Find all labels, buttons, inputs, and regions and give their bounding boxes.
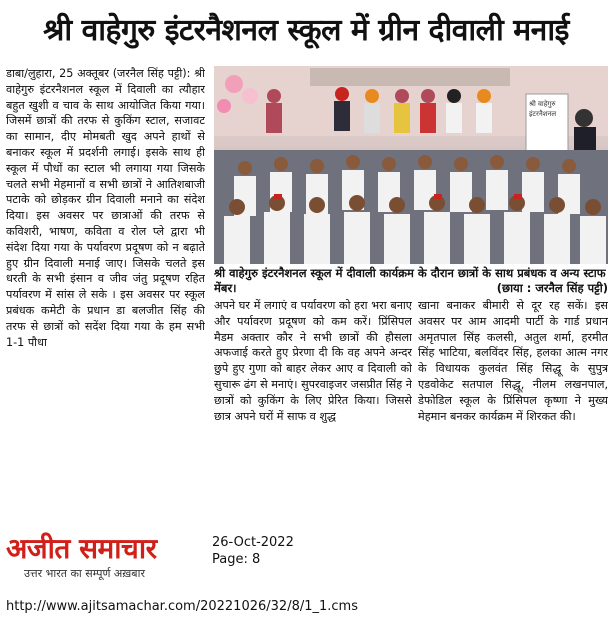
article-column-2 (214, 298, 412, 556)
banner-line-1: श्री वाहेगुरु (529, 100, 556, 108)
column-2-text: अपने घर में लगाएं व पर्यावरण को हरा भरा बनाए और पर्यावरण प्रदूषण को कम करें। प्रिंसिपल मैडम अक्तार कौर ने सभी छात्रों की हौसला अफजाई करते हुए प्रेरणा दी कि वह अपने अन्दर छुपे हुए गुणा को बाहर लेकर आए व दिवाली को सुचारू ढंग से मनाएं। सुपरवाइजर जसप्रीत सिंह ने छात्रों को कुकिंग के लिए प्रेरित किया। जिससे छात्र अपने घरों में साफ व शुद्ध (214, 299, 412, 423)
article-column-3 (418, 298, 608, 556)
article-column-1 (6, 66, 205, 551)
page-number: Page: 8 (212, 552, 261, 567)
photo-caption (214, 266, 608, 296)
caption-text: श्री वाहेगुरु इंटरनैशनल स्कूल में दीवाली कार्यक्रम के दौरान छात्रों के साथ प्रबंधक व अन्य स्टाफ मेंबर। (214, 266, 606, 295)
edition-date: 26-Oct-2022 (212, 535, 294, 550)
group-photo-illustration (214, 66, 608, 264)
logo-tagline: उत्तर भारत का सम्पूर्ण अख़बार (24, 567, 145, 580)
column-3-text: खाना बनाकर बीमारी से दूर रह सकें। इस अवसर पर आम आदमी पार्टी के गार्ड प्रधान अमृतपाल सिंह कलसी, अतुल शर्मा, हरमीत सिंह भाटिया, बलविंदर सिंह, हलका आत्म नगर के विधायक कुलवंत सिंह सिद्धू के सुपुत्र एडवोकेट सतपाल सिद्धू, नीलम लखनपाल, डेफोडिल स्कूल के प्रिंसिपल कृष्णा ने मुख्य मेहमान बनकर कार्यक्रम में शिरकत की। (418, 299, 608, 423)
headline: श्री वाहेगुरु इंटरनैशनल स्कूल में ग्रीन दीवाली मनाई (43, 13, 569, 48)
newspaper-logo (6, 532, 206, 592)
news-photo (214, 66, 608, 264)
banner-line-2: इंटरनैशनल (529, 110, 557, 118)
edition-meta (212, 534, 294, 568)
logo-name: अजीत समाचार (6, 532, 157, 565)
column-1-text: डाबा/लुहारा, 25 अक्तूबर (जरनैल सिंह पट्टी): श्री वाहेगुरु इंटरनैशनल स्कूल में दिवाली का त्यौहार बहुत खुशी व चाव के साथ आयोजित किया गया। जिसमें छात्रों की तरफ से कुकिंग स्टाल, सजावट का सामान, दीए मोमबती खुद अपने हाथों से बनाकर स्कूल में प्रदर्शनी लगाई। इसके साथ ही स्कूल में पौधों का स्टाल भी लगाया गया जिसके चलते सभी मेहमानों व सभी छात्रों ने आतिशबाजी पटाके को छोड़कर ग्रीन दिवाली मनाने का संदेश दिया। इस अवसर पर छात्राओं की तरफ से कविशरी, भाषण, कविता व रोल प्ले द्वारा भी संदेश दिया गया के पर्यावरण प्रदूषण को न बढ़ाते हुए ग्रीन दिवाली मनाई जाए। जिसके चलते इस धरती के सभी इंसान व जीव जंतु प्रदूषण रहित पर्यावरण में सांस ले सके । इस अवसर पर स्कूल प्रबंधक कमेटी के प्रधान डा बलजीत सिंह की तरफ से छात्रों को सदेंश दिया गया के हम सभी 1-1 पौधा (6, 67, 205, 349)
source-url[interactable]: http://www.ajitsamachar.com/20221026/32/8/1_1.cms (6, 599, 358, 614)
photo-credit: (छाया : जरनैल सिंह पट्टी) (496, 281, 608, 295)
